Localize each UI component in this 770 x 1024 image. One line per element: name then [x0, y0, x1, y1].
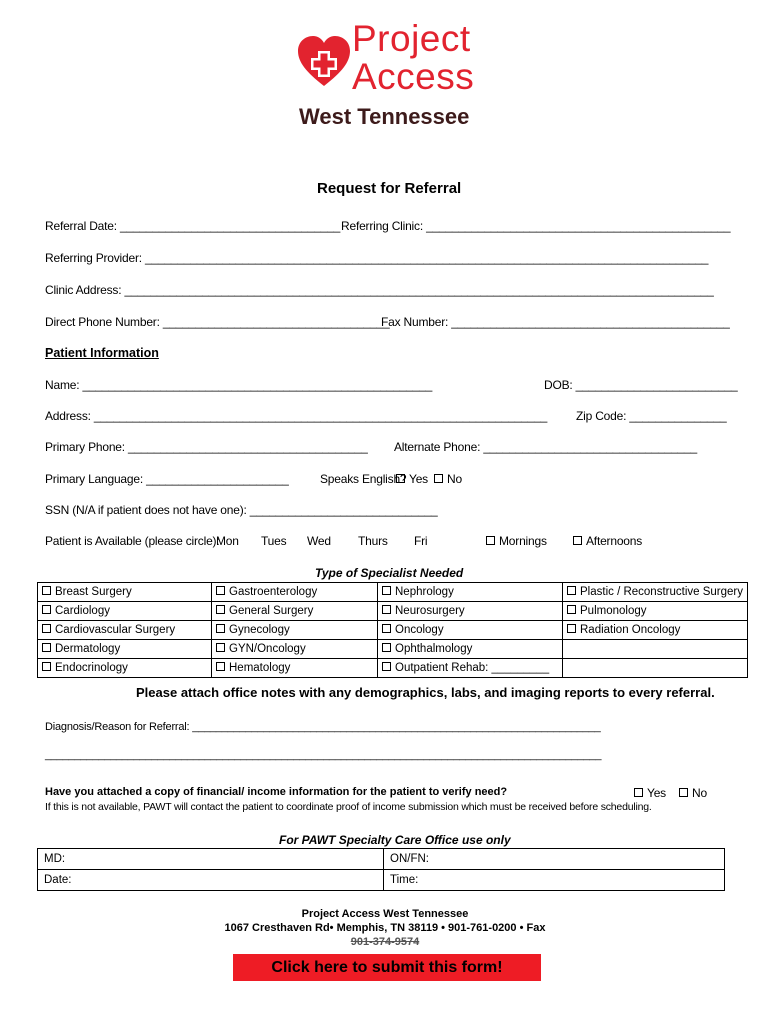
specialist-cell	[38, 640, 212, 659]
logo-subtitle: West Tennessee	[299, 104, 470, 129]
availability-label: Patient is Available (please circle):	[45, 534, 220, 548]
specialist-heading: Type of Specialist Needed	[315, 566, 464, 580]
specialist-label: Plastic / Reconstructive Surgery	[580, 586, 743, 598]
specialist-label: GYN/Oncology	[229, 643, 306, 655]
specialist-cell	[378, 659, 563, 678]
specialist-option[interactable]	[567, 624, 680, 636]
specialist-label: Cardiology	[55, 605, 110, 617]
logo	[296, 20, 496, 130]
specialist-option[interactable]	[42, 662, 128, 674]
checkbox-icon	[42, 643, 51, 652]
english-no-checkbox[interactable]	[434, 472, 462, 486]
specialist-label: Outpatient Rehab: _________	[395, 662, 550, 674]
specialist-label: Endocrinology	[55, 662, 128, 674]
english-yes-label: Yes	[409, 472, 428, 486]
day-thurs[interactable]: Thurs	[358, 534, 388, 548]
footer-fax: 901-374-9574	[350, 936, 420, 948]
specialist-label: Ophthalmology	[395, 643, 473, 655]
checkbox-icon	[634, 788, 643, 797]
specialist-cell	[563, 621, 748, 640]
office-heading: For PAWT Specialty Care Office use only	[279, 833, 511, 847]
day-tues[interactable]: Tues	[261, 534, 287, 548]
specialist-option[interactable]	[382, 586, 454, 598]
specialist-cell	[212, 602, 378, 621]
primary-phone-field[interactable]: Primary Phone: _____________________________________	[45, 440, 368, 454]
specialist-option[interactable]	[382, 643, 472, 655]
logo-word-project: Project	[352, 18, 471, 59]
diagnosis-line-2[interactable]: ______________________________________________________________________________________________	[45, 749, 602, 761]
checkbox-icon	[216, 662, 225, 671]
specialist-cell	[378, 602, 563, 621]
logo-word-access: Access	[352, 56, 475, 97]
specialist-cell	[38, 659, 212, 678]
financial-question: Have you attached a copy of financial/ income information for the patient to verify need?	[45, 786, 508, 798]
specialist-option[interactable]	[216, 662, 290, 674]
specialist-label: Dermatology	[55, 643, 121, 655]
checkbox-icon	[382, 624, 391, 633]
specialist-table	[37, 582, 748, 678]
mornings-checkbox[interactable]	[486, 534, 547, 548]
office-table	[37, 848, 725, 891]
specialist-cell	[563, 602, 748, 621]
specialist-cell	[38, 583, 212, 602]
patient-info-heading: Patient Information	[45, 346, 159, 360]
checkbox-icon	[567, 586, 576, 595]
specialist-option[interactable]	[42, 586, 132, 598]
checkbox-icon	[382, 662, 391, 671]
day-mon[interactable]: Mon	[216, 534, 239, 548]
specialist-label: Radiation Oncology	[580, 624, 681, 636]
specialist-cell	[212, 621, 378, 640]
specialist-row	[38, 659, 748, 678]
checkbox-icon	[42, 586, 51, 595]
checkbox-icon	[573, 536, 582, 545]
referring-provider-field[interactable]: Referring Provider: _______________________________________________________________________________________	[45, 251, 709, 265]
specialist-option[interactable]	[567, 605, 646, 617]
english-yes-checkbox[interactable]	[396, 472, 428, 486]
patient-address-field[interactable]: Address: ______________________________________________________________________	[45, 409, 548, 423]
english-no-label: No	[447, 472, 462, 486]
specialist-cell	[563, 583, 748, 602]
checkbox-icon	[216, 605, 225, 614]
specialist-option[interactable]	[42, 624, 175, 636]
specialist-cell	[563, 659, 748, 678]
zip-code-field[interactable]: Zip Code: _______________	[576, 409, 727, 423]
patient-dob-field[interactable]: DOB: _________________________	[544, 378, 738, 392]
financial-no-checkbox[interactable]	[679, 786, 707, 800]
specialist-cell	[378, 621, 563, 640]
primary-language-field[interactable]: Primary Language: ______________________	[45, 472, 289, 486]
financial-yes-checkbox[interactable]	[634, 786, 666, 800]
specialist-option[interactable]	[216, 605, 313, 617]
specialist-option[interactable]	[382, 624, 444, 636]
specialist-label: Neurosurgery	[395, 605, 465, 617]
checkbox-icon	[567, 624, 576, 633]
checkbox-icon	[216, 586, 225, 595]
checkbox-icon	[42, 605, 51, 614]
checkbox-icon	[42, 662, 51, 671]
checkbox-icon	[679, 788, 688, 797]
checkbox-icon	[486, 536, 495, 545]
specialist-option[interactable]	[42, 605, 110, 617]
specialist-cell	[212, 640, 378, 659]
specialist-cell	[38, 602, 212, 621]
specialist-option[interactable]	[216, 624, 290, 636]
specialist-label: Breast Surgery	[55, 586, 132, 598]
fax-number-field[interactable]: Fax Number: ___________________________________________	[381, 315, 730, 329]
specialist-label: Pulmonology	[580, 605, 647, 617]
specialist-row	[38, 583, 748, 602]
specialist-label: Gynecology	[229, 624, 290, 636]
checkbox-icon	[42, 624, 51, 633]
referral-date-field[interactable]: Referral Date: __________________________________	[45, 219, 341, 233]
diagnosis-field[interactable]: Diagnosis/Reason for Referral: _____________________________________________________________________	[45, 721, 601, 733]
md-field[interactable]: MD:	[38, 849, 384, 870]
afternoons-checkbox[interactable]	[573, 534, 642, 548]
clinic-address-field[interactable]: Clinic Address: ___________________________________________________________________________________________	[45, 283, 714, 297]
specialist-option[interactable]	[567, 586, 743, 598]
specialist-option[interactable]	[216, 643, 306, 655]
specialist-label: Hematology	[229, 662, 291, 674]
page-title: Request for Referral	[317, 180, 462, 197]
patient-name-field[interactable]: Name: ______________________________________________________	[45, 378, 433, 392]
specialist-option[interactable]	[382, 662, 549, 674]
specialist-label: Gastroenterology	[229, 586, 318, 598]
specialist-option[interactable]	[382, 605, 465, 617]
specialist-label: Cardiovascular Surgery	[55, 624, 176, 636]
financial-no-label: No	[692, 786, 707, 800]
footer-address: 1067 Cresthaven Rd• Memphis, TN 38119 • 901-761-0200 • Fax	[224, 922, 546, 934]
checkbox-icon	[216, 643, 225, 652]
specialist-label: Nephrology	[395, 586, 454, 598]
attach-note: Please attach office notes with any demographics, labs, and imaging reports to every referral.	[136, 685, 715, 700]
checkbox-icon	[396, 474, 405, 483]
checkbox-icon	[567, 605, 576, 614]
date-field[interactable]: Date:	[38, 870, 384, 891]
specialist-cell	[38, 621, 212, 640]
day-fri[interactable]: Fri	[414, 534, 428, 548]
heart-cross-icon	[296, 34, 352, 90]
specialist-cell	[563, 640, 748, 659]
ssn-field[interactable]: SSN (N/A if patient does not have one): _____________________________	[45, 503, 438, 517]
referring-clinic-field[interactable]: Referring Clinic: _______________________________________________	[341, 219, 731, 233]
checkbox-icon	[382, 586, 391, 595]
checkbox-icon	[382, 643, 391, 652]
footer-org: Project Access West Tennessee	[301, 908, 469, 920]
specialist-cell	[378, 583, 563, 602]
day-wed[interactable]: Wed	[307, 534, 331, 548]
mornings-label: Mornings	[499, 534, 547, 548]
specialist-row	[38, 621, 748, 640]
specialist-cell	[212, 659, 378, 678]
checkbox-icon	[216, 624, 225, 633]
checkbox-icon	[382, 605, 391, 614]
specialist-label: Oncology	[395, 624, 444, 636]
specialist-option[interactable]	[42, 643, 120, 655]
afternoons-label: Afternoons	[586, 534, 643, 548]
specialist-row	[38, 640, 748, 659]
specialist-row	[38, 602, 748, 621]
specialist-cell	[378, 640, 563, 659]
speaks-english-label: Speaks English?	[320, 472, 407, 486]
time-field[interactable]: Time:	[384, 870, 725, 891]
direct-phone-field[interactable]: Direct Phone Number: ___________________________________	[45, 315, 390, 329]
financial-yes-label: Yes	[647, 786, 666, 800]
checkbox-icon	[434, 474, 443, 483]
specialist-option[interactable]	[216, 586, 317, 598]
specialist-label: General Surgery	[229, 605, 314, 617]
financial-note: If this is not available, PAWT will contact the patient to coordinate proof of income submission which must be received before scheduling.	[45, 801, 652, 813]
submit-form-button[interactable]: Click here to submit this form!	[233, 954, 541, 981]
specialist-cell	[212, 583, 378, 602]
onfn-field[interactable]: ON/FN:	[384, 849, 725, 870]
alternate-phone-field[interactable]: Alternate Phone: _________________________________	[394, 440, 697, 454]
